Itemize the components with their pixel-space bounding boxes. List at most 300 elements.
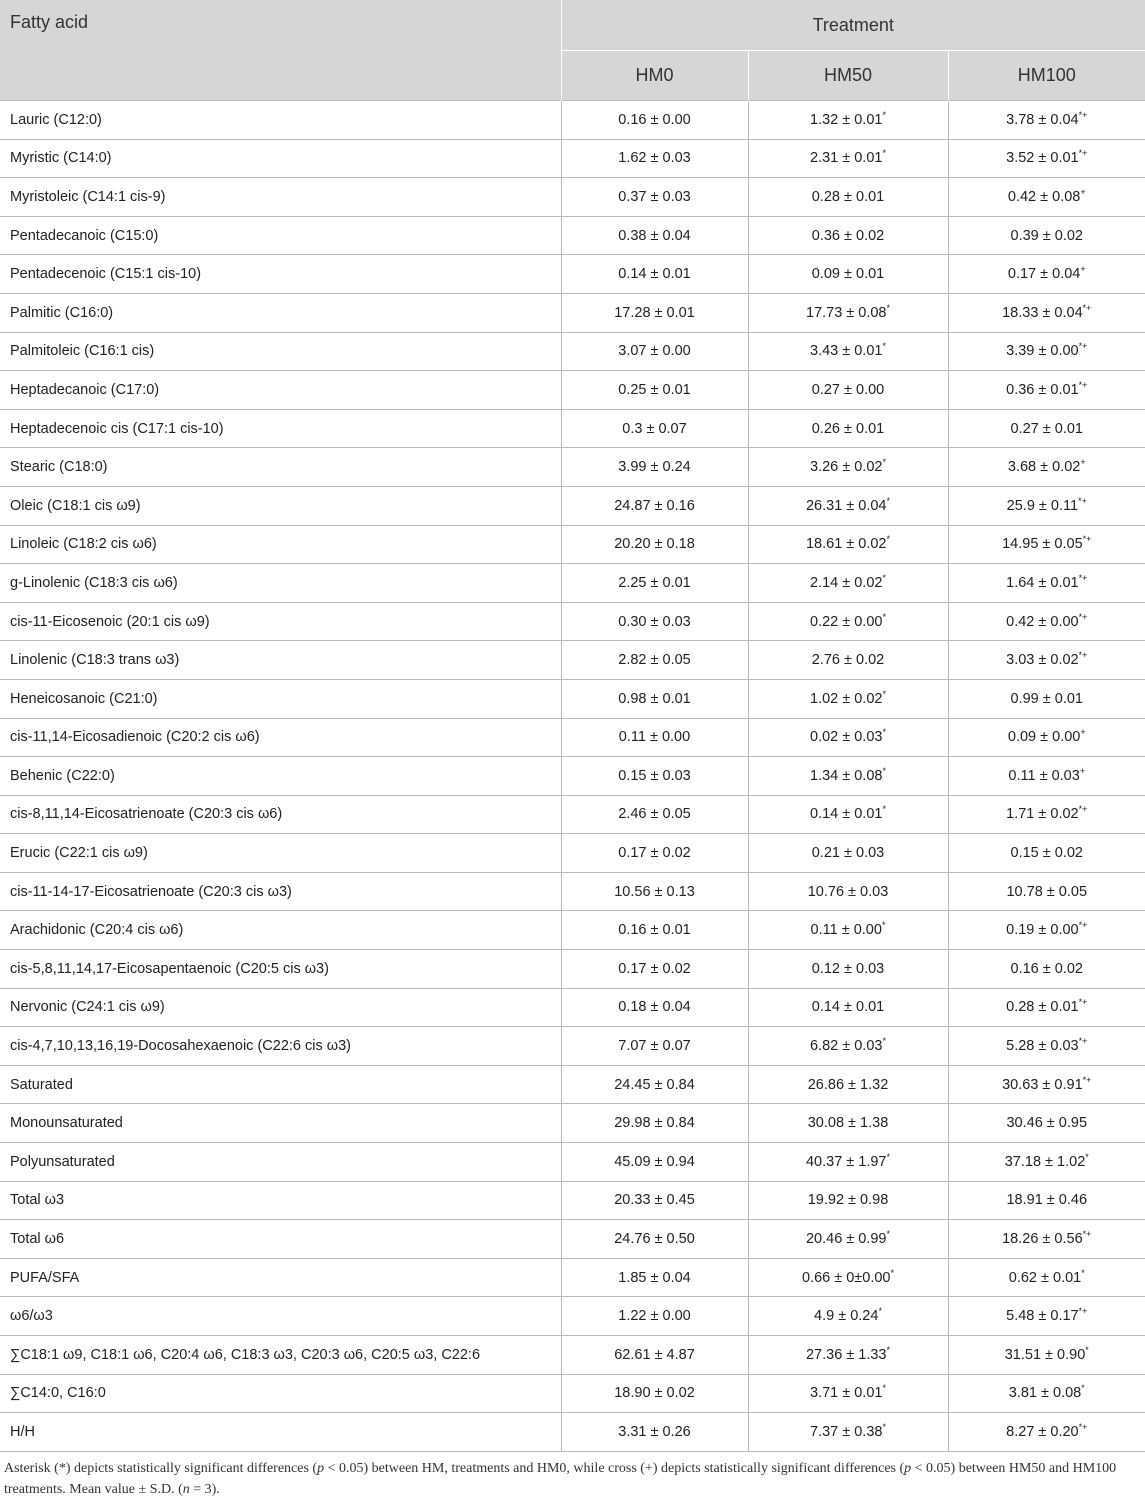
value-cell: [948, 641, 1145, 680]
header-fatty-acid: Fatty acid: [0, 0, 561, 101]
significance-marker: *: [882, 1383, 886, 1394]
fatty-acid-name: cis-4,7,10,13,16,19-Docosahexaenoic (C22:6 cis ω3): [0, 1027, 561, 1066]
table-row: [0, 1143, 1145, 1182]
value-text: 19.92 ± 0.98: [807, 1192, 889, 1209]
value-text: 0.18 ± 0.04: [618, 999, 691, 1016]
value-text: 0.11 ± 0.03: [1008, 767, 1080, 784]
value-cell: [561, 486, 748, 525]
value-cell: [948, 872, 1145, 911]
value-cell: [561, 679, 748, 718]
value-text: 2.14 ± 0.02: [810, 574, 883, 591]
value-text: 0.21 ± 0.03: [811, 845, 885, 862]
header-hm50: HM50: [748, 51, 948, 101]
value-text: 3.31 ± 0.26: [618, 1423, 691, 1440]
table-row: [0, 872, 1145, 911]
value-cell: [748, 1297, 948, 1336]
value-cell: [948, 371, 1145, 410]
value-text: 3.68 ± 0.02: [1007, 459, 1081, 476]
value-text: 0.98 ± 0.01: [618, 690, 691, 707]
value-text: 0.36 ± 0.02: [811, 227, 885, 244]
value-text: 0.14 ± 0.01: [810, 806, 883, 823]
table-row: [0, 679, 1145, 718]
significance-marker: *+: [1078, 1306, 1088, 1317]
value-text: 30.46 ± 0.95: [1006, 1115, 1088, 1132]
value-cell: [561, 1143, 748, 1182]
table-row: [0, 795, 1145, 834]
value-text: 0.42 ± 0.00: [1006, 613, 1079, 630]
table-row: [0, 255, 1145, 294]
significance-marker: *: [878, 1306, 882, 1317]
fatty-acid-name: cis-11,14-Eicosadienoic (C20:2 cis ω6): [0, 718, 561, 757]
fatty-acid-name: Pentadecenoic (C15:1 cis-10): [0, 255, 561, 294]
value-cell: [561, 872, 748, 911]
fatty-acid-name: cis-11-Eicosenoic (20:1 cis ω9): [0, 602, 561, 641]
value-text: 20.46 ± 0.99: [805, 1231, 887, 1248]
significance-marker: *: [886, 1152, 891, 1162]
value-text: 10.78 ± 0.05: [1006, 883, 1088, 900]
value-text: 5.48 ± 0.17: [1006, 1308, 1079, 1325]
value-text: 26.31 ± 0.04: [805, 497, 887, 514]
value-cell: [561, 178, 748, 217]
value-text: 3.03 ± 0.02: [1006, 652, 1079, 669]
significance-marker: *: [882, 611, 886, 622]
value-text: 0.14 ± 0.01: [618, 266, 691, 283]
significance-marker: *: [886, 1344, 891, 1355]
value-text: 0.62 ± 0.01: [1008, 1269, 1082, 1286]
significance-marker: *: [882, 766, 886, 777]
value-text: 25.9 ± 0.11: [1006, 497, 1079, 514]
value-text: 0.02 ± 0.03: [810, 729, 883, 746]
value-cell: [748, 1413, 948, 1452]
value-cell: [948, 216, 1145, 255]
significance-marker: *+: [1078, 611, 1088, 622]
table-row: [0, 1065, 1145, 1104]
value-cell: [748, 101, 948, 140]
value-text: 8.27 ± 0.20: [1006, 1423, 1079, 1440]
value-text: 3.71 ± 0.01: [810, 1385, 883, 1402]
value-text: 30.63 ± 0.91: [1002, 1076, 1083, 1093]
value-cell: [748, 139, 948, 178]
significance-marker: *: [882, 1036, 886, 1047]
value-text: 0.22 ± 0.00: [810, 613, 883, 630]
value-cell: [561, 950, 748, 989]
fatty-acid-name: cis-8,11,14-Eicosatrienoate (C20:3 cis ω6): [0, 795, 561, 834]
significance-marker: *+: [1078, 997, 1088, 1008]
table-row: [0, 216, 1145, 255]
value-text: 1.22 ± 0.00: [618, 1308, 691, 1325]
significance-marker: *+: [1078, 1422, 1088, 1433]
value-text: 17.28 ± 0.01: [614, 304, 695, 321]
value-cell: [561, 1374, 748, 1413]
value-cell: [948, 834, 1145, 873]
value-cell: [561, 602, 748, 641]
value-text: 40.37 ± 1.97: [805, 1153, 887, 1170]
table-row: [0, 139, 1145, 178]
value-cell: [948, 255, 1145, 294]
value-text: 0.30 ± 0.03: [618, 613, 691, 630]
value-text: 0.12 ± 0.03: [811, 960, 885, 977]
value-cell: [948, 178, 1145, 217]
significance-marker: *: [882, 688, 886, 699]
value-text: 31.51 ± 0.90: [1004, 1346, 1086, 1363]
fatty-acid-name: Monounsaturated: [0, 1104, 561, 1143]
table-row: [0, 525, 1145, 564]
value-cell: [748, 293, 948, 332]
table-row: [0, 602, 1145, 641]
header-hm0: HM0: [561, 51, 748, 101]
significance-marker: +: [1080, 187, 1086, 198]
value-cell: [748, 988, 948, 1027]
significance-marker: *+: [1082, 1229, 1092, 1240]
table-row: [0, 1336, 1145, 1375]
table-row: [0, 1104, 1145, 1143]
value-cell: [561, 718, 748, 757]
significance-marker: *+: [1078, 495, 1087, 506]
value-cell: [561, 139, 748, 178]
significance-marker: *: [1081, 1383, 1085, 1394]
table-row: [0, 332, 1145, 371]
table-row: [0, 564, 1145, 603]
table-row: [0, 641, 1145, 680]
fatty-acid-name: ∑C14:0, C16:0: [0, 1374, 561, 1413]
value-text: 0.16 ± 0.00: [618, 111, 691, 128]
table-footnote: Asterisk (*) depicts statistically significant differences (p < 0.05) between HM, treatments and HM0, while cross (+) depicts statistically significant differences (p < 0.05) between HM50 and HM100 treatments. Mean value ± S.D. (n = 3).: [4, 1460, 1117, 1497]
significance-marker: +: [1079, 766, 1086, 777]
table-row: [0, 1413, 1145, 1452]
significance-marker: *: [882, 457, 886, 468]
value-text: 2.82 ± 0.05: [618, 652, 691, 669]
fatty-acid-name: Linoleic (C18:2 cis ω6): [0, 525, 561, 564]
value-text: 30.08 ± 1.38: [807, 1115, 889, 1132]
value-text: 0.38 ± 0.04: [618, 227, 691, 244]
value-cell: [561, 911, 748, 950]
value-cell: [561, 641, 748, 680]
significance-marker: *+: [1078, 1036, 1088, 1047]
significance-marker: *+: [1078, 109, 1088, 120]
value-cell: [948, 293, 1145, 332]
value-text: 0.09 ± 0.00: [1007, 729, 1081, 746]
value-text: 3.43 ± 0.01: [810, 343, 883, 360]
value-cell: [561, 525, 748, 564]
value-text: 0.15 ± 0.03: [618, 767, 691, 784]
value-cell: [948, 448, 1145, 487]
value-cell: [561, 988, 748, 1027]
value-cell: [948, 409, 1145, 448]
value-cell: [561, 255, 748, 294]
value-text: 0.39 ± 0.02: [1010, 227, 1083, 244]
significance-marker: *: [1085, 1344, 1089, 1355]
value-text: 5.28 ± 0.03: [1006, 1038, 1079, 1055]
value-text: 10.56 ± 0.13: [614, 883, 695, 900]
significance-marker: *: [1085, 1152, 1089, 1162]
value-text: 3.52 ± 0.01: [1006, 150, 1079, 167]
table-row: [0, 757, 1145, 796]
value-text: 0.28 ± 0.01: [1006, 999, 1079, 1016]
value-text: 6.82 ± 0.03: [810, 1038, 883, 1055]
table-row: [0, 1374, 1145, 1413]
table-row: [0, 834, 1145, 873]
table-row: [0, 988, 1145, 1027]
significance-marker: *: [882, 573, 886, 584]
significance-marker: *+: [1078, 380, 1088, 391]
significance-marker: *+: [1078, 920, 1088, 931]
value-text: 20.20 ± 0.18: [614, 536, 695, 553]
value-text: 29.98 ± 0.84: [614, 1115, 695, 1132]
value-text: 0.37 ± 0.03: [618, 188, 691, 205]
value-cell: [948, 1181, 1145, 1220]
value-text: 18.61 ± 0.02: [805, 536, 887, 553]
value-text: 37.18 ± 1.02: [1004, 1153, 1086, 1170]
table-row: [0, 911, 1145, 950]
value-text: 1.02 ± 0.02: [810, 690, 883, 707]
value-text: 0.36 ± 0.01: [1006, 381, 1079, 398]
fatty-acid-name: Linolenic (C18:3 trans ω3): [0, 641, 561, 680]
significance-marker: *: [882, 804, 886, 815]
value-cell: [748, 525, 948, 564]
value-cell: [561, 101, 748, 140]
significance-marker: +: [1080, 727, 1086, 738]
value-text: 26.86 ± 1.32: [807, 1076, 889, 1093]
value-cell: [948, 525, 1145, 564]
value-cell: [561, 1413, 748, 1452]
fatty-acid-name: Heneicosanoic (C21:0): [0, 679, 561, 718]
significance-marker: *+: [1082, 1074, 1092, 1085]
value-cell: [561, 1104, 748, 1143]
value-text: 0.42 ± 0.08: [1007, 188, 1081, 205]
value-text: 45.09 ± 0.94: [614, 1153, 695, 1170]
value-cell: [948, 795, 1145, 834]
fatty-acid-name: g-Linolenic (C18:3 cis ω6): [0, 564, 561, 603]
significance-marker: *+: [1078, 804, 1088, 815]
value-cell: [561, 795, 748, 834]
significance-marker: *: [882, 1422, 886, 1433]
significance-marker: *: [886, 1229, 891, 1240]
value-cell: [748, 1220, 948, 1259]
value-text: 2.76 ± 0.02: [811, 652, 885, 669]
significance-marker: *: [882, 148, 886, 159]
value-cell: [748, 1258, 948, 1297]
value-text: 4.9 ± 0.24: [814, 1308, 879, 1325]
value-cell: [748, 255, 948, 294]
value-cell: [948, 1104, 1145, 1143]
value-cell: [948, 757, 1145, 796]
value-cell: [561, 448, 748, 487]
table-row: [0, 1027, 1145, 1066]
value-text: 18.33 ± 0.04: [1002, 304, 1083, 321]
table-body: [0, 101, 1145, 1452]
value-text: 3.81 ± 0.08: [1008, 1385, 1082, 1402]
value-cell: [748, 216, 948, 255]
table-row: [0, 950, 1145, 989]
value-text: 0.99 ± 0.01: [1010, 690, 1083, 707]
fatty-acid-name: Behenic (C22:0): [0, 757, 561, 796]
value-text: 1.34 ± 0.08: [810, 767, 883, 784]
value-text: 24.76 ± 0.50: [614, 1231, 695, 1248]
value-text: 18.91 ± 0.46: [1006, 1192, 1088, 1209]
value-text: 10.76 ± 0.03: [807, 883, 889, 900]
value-cell: [561, 1220, 748, 1259]
table-row: [0, 1181, 1145, 1220]
table-row: [0, 371, 1145, 410]
fatty-acid-name: Palmitoleic (C16:1 cis): [0, 332, 561, 371]
significance-marker: *+: [1078, 650, 1088, 661]
value-cell: [748, 1143, 948, 1182]
value-cell: [948, 1297, 1145, 1336]
value-text: 3.99 ± 0.24: [618, 459, 691, 476]
table-row: [0, 1220, 1145, 1259]
fatty-acid-name: Total ω3: [0, 1181, 561, 1220]
value-cell: [748, 448, 948, 487]
value-cell: [748, 332, 948, 371]
value-text: 3.78 ± 0.04: [1006, 111, 1079, 128]
value-cell: [948, 911, 1145, 950]
value-cell: [948, 1413, 1145, 1452]
significance-marker: *: [886, 495, 891, 506]
significance-marker: *: [886, 534, 891, 545]
value-cell: [948, 101, 1145, 140]
significance-marker: *: [882, 109, 886, 120]
fatty-acid-name: Saturated: [0, 1065, 561, 1104]
value-text: 0.09 ± 0.01: [811, 266, 885, 283]
value-cell: [561, 216, 748, 255]
value-cell: [748, 795, 948, 834]
value-cell: [748, 757, 948, 796]
fatty-acid-name: ∑C18:1 ω9, C18:1 ω6, C20:4 ω6, C18:3 ω3, C20:3 ω6, C20:5 ω3, C22:6: [0, 1336, 561, 1375]
value-cell: [948, 1374, 1145, 1413]
value-cell: [748, 718, 948, 757]
value-cell: [948, 1143, 1145, 1182]
value-text: 3.39 ± 0.00: [1006, 343, 1079, 360]
value-text: 0.11 ± 0.00: [810, 922, 882, 939]
fatty-acid-name: Polyunsaturated: [0, 1143, 561, 1182]
significance-marker: *: [1081, 1267, 1085, 1278]
significance-marker: *+: [1082, 302, 1092, 313]
fatty-acid-name: Lauric (C12:0): [0, 101, 561, 140]
value-text: 14.95 ± 0.05: [1002, 536, 1083, 553]
value-text: 3.07 ± 0.00: [618, 343, 691, 360]
value-text: 1.85 ± 0.04: [618, 1269, 691, 1286]
value-cell: [561, 1065, 748, 1104]
value-text: 0.27 ± 0.01: [1010, 420, 1083, 437]
value-cell: [948, 1027, 1145, 1066]
significance-marker: *: [881, 920, 886, 931]
fatty-acid-name: Heptadecenoic cis (C17:1 cis-10): [0, 409, 561, 448]
value-text: 0.16 ± 0.01: [618, 922, 691, 939]
value-cell: [948, 602, 1145, 641]
value-cell: [748, 371, 948, 410]
value-text: 7.07 ± 0.07: [618, 1038, 691, 1055]
fatty-acid-name: Oleic (C18:1 cis ω9): [0, 486, 561, 525]
significance-marker: *: [890, 1267, 894, 1278]
value-cell: [748, 564, 948, 603]
value-cell: [948, 1220, 1145, 1259]
header-hm100: HM100: [948, 51, 1145, 101]
significance-marker: *+: [1078, 573, 1088, 584]
table-row: [0, 718, 1145, 757]
value-text: 0.28 ± 0.01: [811, 188, 885, 205]
value-cell: [561, 332, 748, 371]
value-cell: [748, 486, 948, 525]
value-text: 0.17 ± 0.02: [618, 960, 691, 977]
value-cell: [748, 1065, 948, 1104]
fatty-acid-name: Nervonic (C24:1 cis ω9): [0, 988, 561, 1027]
value-text: 2.31 ± 0.01: [810, 150, 883, 167]
value-cell: [561, 1297, 748, 1336]
fatty-acid-name: cis-5,8,11,14,17-Eicosapentaenoic (C20:5 cis ω3): [0, 950, 561, 989]
value-cell: [948, 1336, 1145, 1375]
significance-marker: +: [1080, 457, 1086, 468]
table-row: [0, 101, 1145, 140]
value-text: 1.71 ± 0.02: [1006, 806, 1079, 823]
value-text: 24.45 ± 0.84: [614, 1076, 695, 1093]
table-row: [0, 178, 1145, 217]
fatty-acid-name: cis-11-14-17-Eicosatrienoate (C20:3 cis ω3): [0, 872, 561, 911]
fatty-acid-name: Myristoleic (C14:1 cis-9): [0, 178, 561, 217]
value-text: 7.37 ± 0.38: [810, 1423, 883, 1440]
table-row: [0, 293, 1145, 332]
value-text: 0.15 ± 0.02: [1010, 845, 1083, 862]
significance-marker: *: [886, 302, 891, 313]
value-cell: [748, 641, 948, 680]
value-cell: [948, 718, 1145, 757]
fatty-acid-name: Total ω6: [0, 1220, 561, 1259]
value-text: 0.3 ± 0.07: [622, 420, 687, 437]
fatty-acid-name: Stearic (C18:0): [0, 448, 561, 487]
table-row: [0, 1297, 1145, 1336]
value-cell: [561, 1027, 748, 1066]
value-cell: [561, 1336, 748, 1375]
value-cell: [748, 911, 948, 950]
table-row: [0, 486, 1145, 525]
value-text: 1.64 ± 0.01: [1006, 574, 1079, 591]
value-cell: [561, 834, 748, 873]
value-text: 0.66 ± 0±0.00: [802, 1269, 891, 1286]
value-text: 0.14 ± 0.01: [811, 999, 885, 1016]
value-cell: [948, 139, 1145, 178]
table-row: [0, 448, 1145, 487]
fatty-acid-name: Heptadecanoic (C17:0): [0, 371, 561, 410]
value-cell: [561, 1258, 748, 1297]
value-cell: [948, 1065, 1145, 1104]
value-cell: [948, 950, 1145, 989]
fatty-acid-name: Arachidonic (C20:4 cis ω6): [0, 911, 561, 950]
value-text: 3.26 ± 0.02: [810, 459, 883, 476]
value-cell: [748, 679, 948, 718]
significance-marker: *+: [1082, 534, 1092, 545]
value-text: 62.61 ± 4.87: [614, 1346, 695, 1363]
value-text: 18.90 ± 0.02: [614, 1385, 695, 1402]
value-text: 0.19 ± 0.00: [1006, 922, 1079, 939]
value-text: 1.32 ± 0.01: [810, 111, 883, 128]
value-text: 0.26 ± 0.01: [811, 420, 885, 437]
significance-marker: *+: [1078, 341, 1088, 352]
value-text: 2.25 ± 0.01: [618, 574, 691, 591]
value-text: 0.27 ± 0.00: [811, 381, 885, 398]
value-cell: [561, 371, 748, 410]
fatty-acid-name: Palmitic (C16:0): [0, 293, 561, 332]
table-row: [0, 409, 1145, 448]
value-cell: [561, 757, 748, 796]
value-cell: [748, 409, 948, 448]
value-cell: [561, 564, 748, 603]
value-text: 1.62 ± 0.03: [618, 150, 691, 167]
significance-marker: *: [882, 341, 886, 352]
significance-marker: *: [882, 727, 886, 738]
value-cell: [948, 332, 1145, 371]
header-treatment: Treatment: [561, 0, 1145, 51]
value-cell: [561, 1181, 748, 1220]
fatty-acid-name: ω6/ω3: [0, 1297, 561, 1336]
